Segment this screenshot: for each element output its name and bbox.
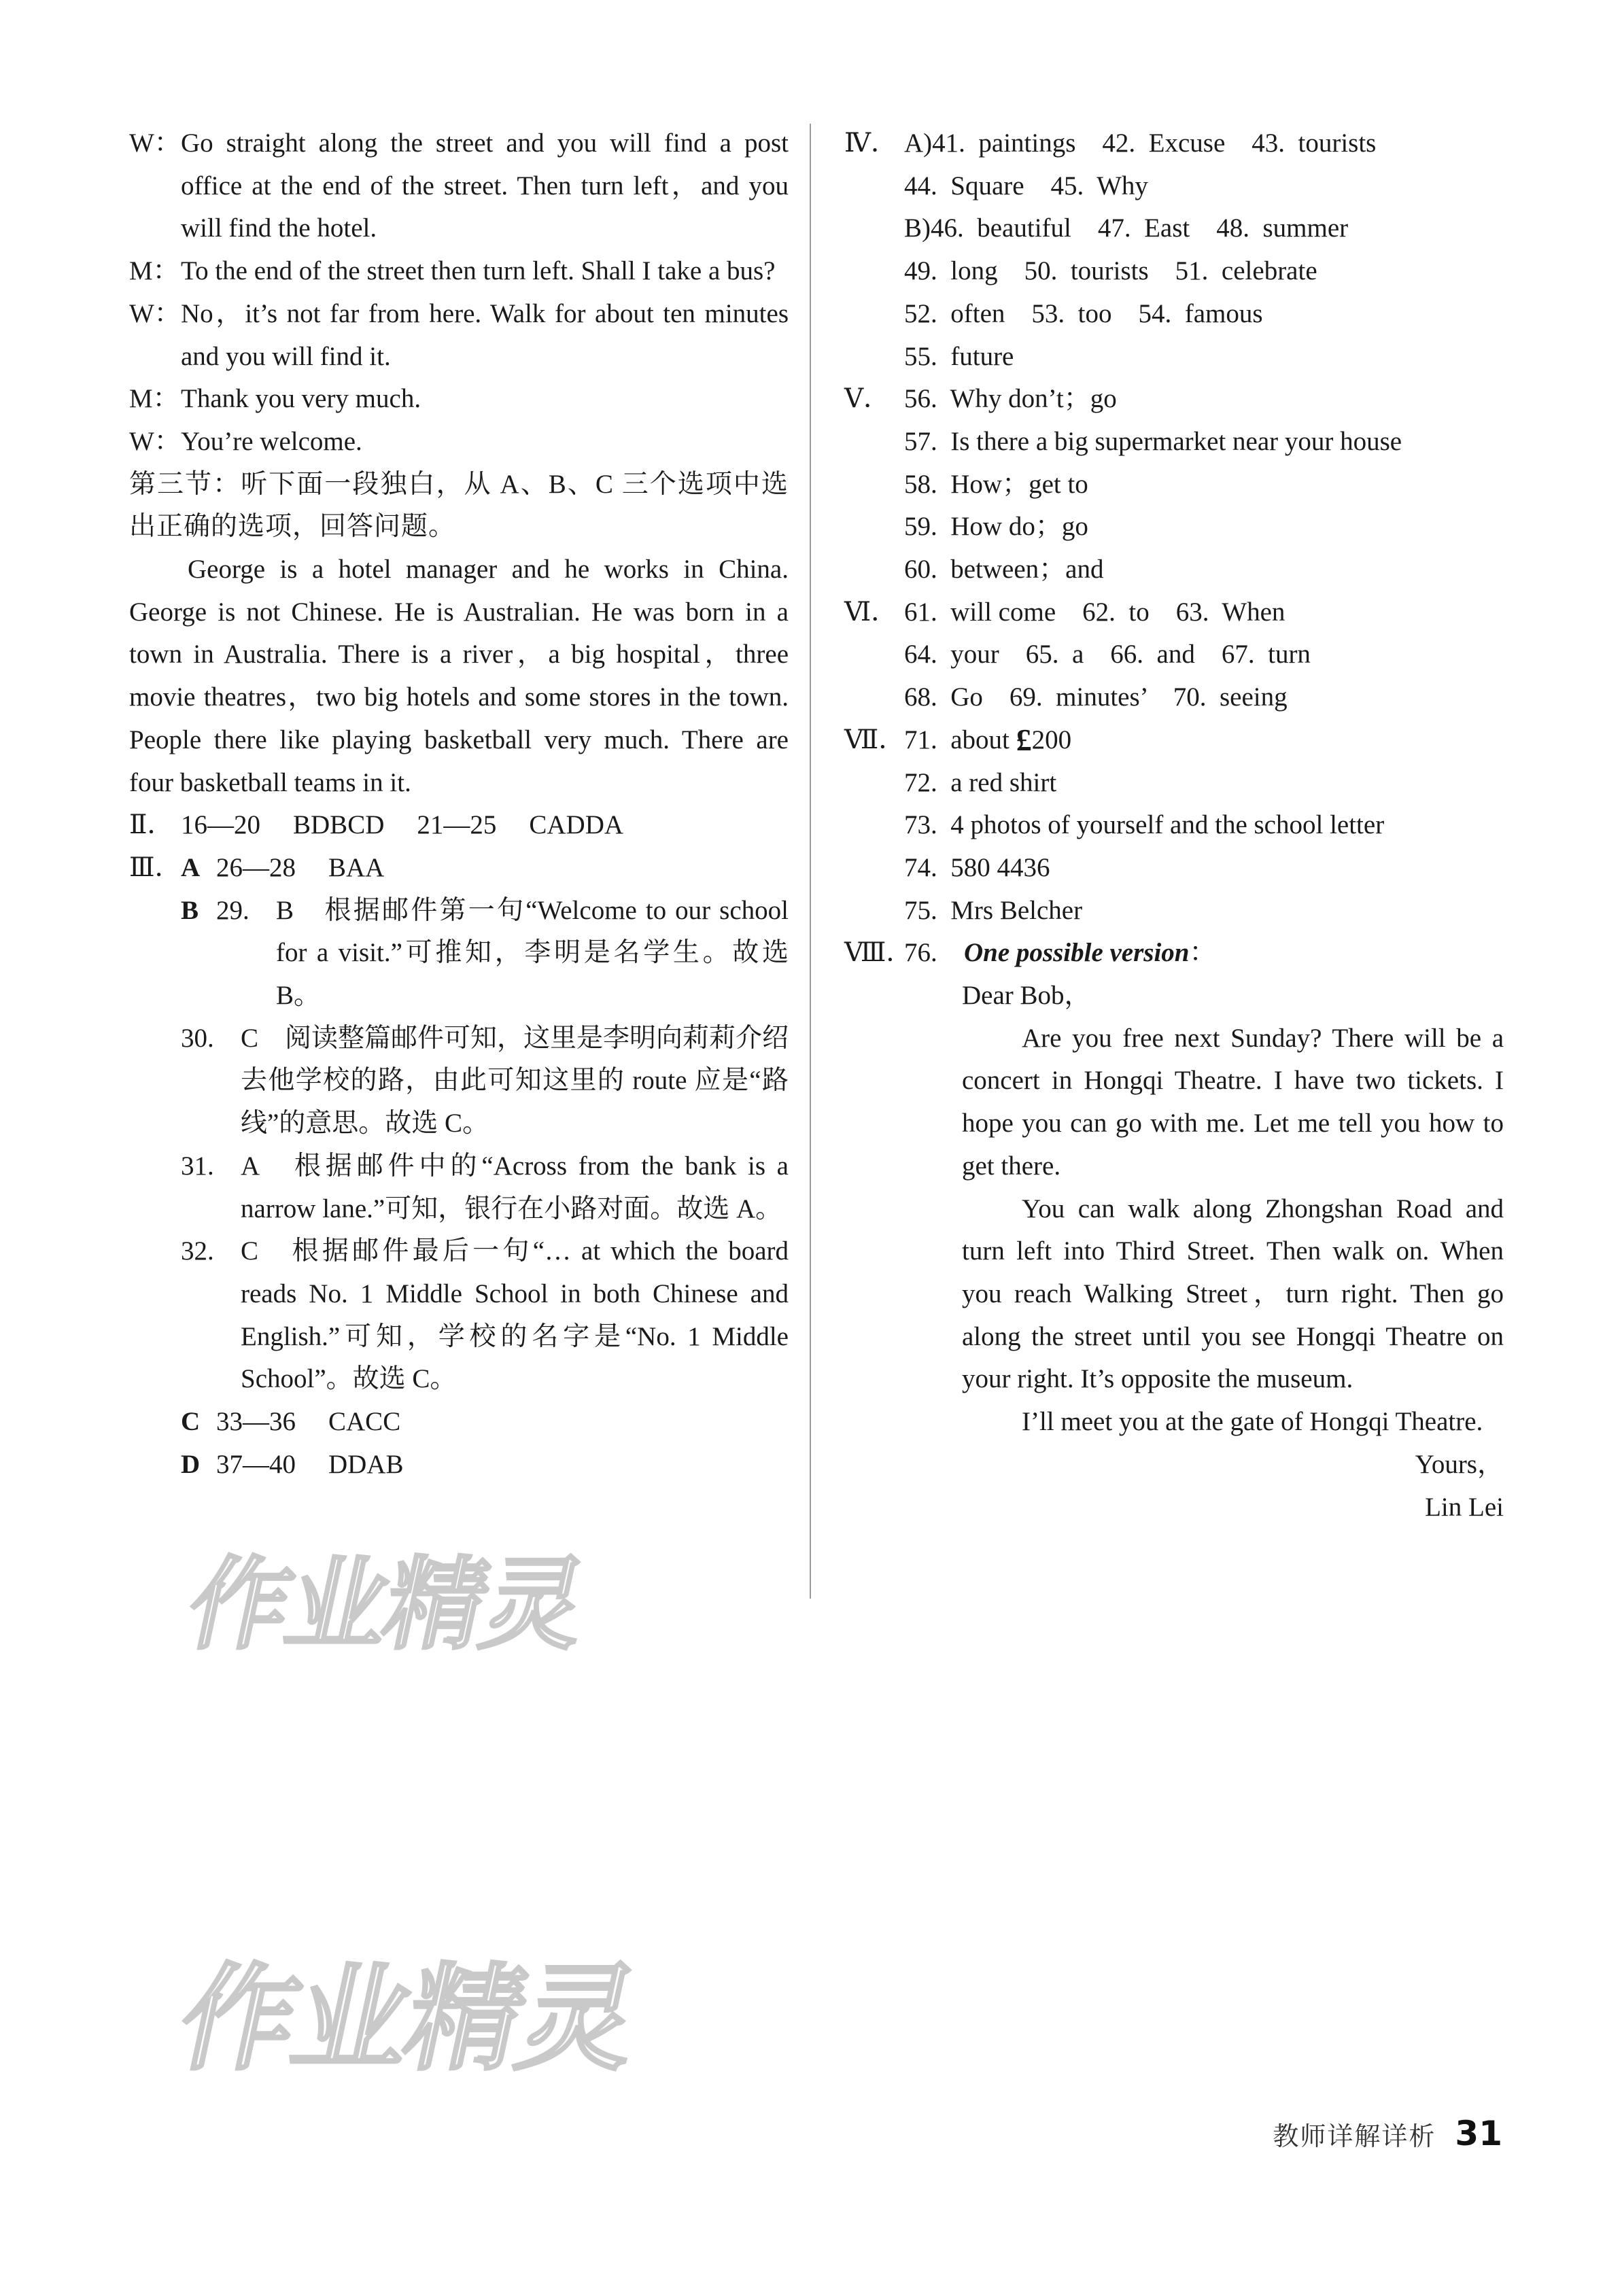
part3-B-item xyxy=(129,1145,789,1230)
answer-range: 21—25 xyxy=(417,810,497,840)
speaker: W： xyxy=(129,426,181,456)
answer-line: 75. Mrs Belcher xyxy=(904,895,1083,925)
answer-line: 68. Go 69. minutes’ 70. seeing xyxy=(904,682,1288,712)
subsection-label: C xyxy=(181,1407,201,1437)
part3-A xyxy=(129,847,789,890)
page-number: 31 xyxy=(1455,2114,1502,2153)
answer-range: 16—20 xyxy=(181,810,260,840)
answer-line: 56. Why don’t；go xyxy=(904,384,1117,414)
dialogue-line xyxy=(129,122,789,250)
dialogue-line xyxy=(129,250,789,293)
question-number: 31. xyxy=(181,1151,214,1181)
speaker: M： xyxy=(129,384,179,414)
right-column xyxy=(844,122,1504,1529)
answer-line: 72. a red shirt xyxy=(904,767,1057,797)
answer-prefix: 71. about xyxy=(904,725,1016,754)
part-number: Ⅴ． xyxy=(844,383,891,415)
part3-B-item xyxy=(129,1017,789,1145)
part8-header xyxy=(844,932,1504,975)
part6-line xyxy=(844,591,1504,634)
dialogue-text: Thank you very much. xyxy=(181,384,421,414)
part3-D xyxy=(129,1444,789,1486)
part5-line xyxy=(844,378,1504,421)
answer-range: 33—36 xyxy=(216,1407,296,1437)
answer-line: 73. 4 photos of yourself and the school letter xyxy=(904,810,1385,840)
watermark-logo: 作业精灵 xyxy=(177,1546,595,1663)
dialogue-line xyxy=(129,378,789,421)
sample-letter xyxy=(844,975,1504,1529)
part-number: Ⅶ． xyxy=(844,724,905,755)
question-number: 32. xyxy=(181,1236,214,1266)
dialogue-text: To the end of the street then turn left. Shall I take a bus? xyxy=(181,256,776,286)
answer-line: 44. Square 45. Why xyxy=(904,171,1148,201)
answer-amount: 200 xyxy=(1031,725,1072,754)
answer-line: 59. How do；go xyxy=(904,512,1088,542)
answer-line: 64. your 65. a 66. and 67. turn xyxy=(904,640,1311,669)
part-number: Ⅱ． xyxy=(129,810,174,841)
part-number: Ⅵ． xyxy=(844,596,898,627)
explanation-text: B 根据邮件第一句“Welcome to our school for a visit.”可推知，李明是名学生。故选 B。 xyxy=(276,895,789,1011)
speaker: W： xyxy=(129,128,181,158)
dialogue-line xyxy=(129,421,789,464)
answer-line: 55. future xyxy=(904,341,1014,371)
letter-greeting: Dear Bob， xyxy=(962,981,1091,1011)
explanation-text: A 根据邮件中的“Across from the bank is a narrow lane.”可知，银行在小路对面。故选 A。 xyxy=(241,1151,789,1223)
part4-line xyxy=(844,122,1504,165)
watermark-logo: 作业精灵 xyxy=(168,1952,649,2087)
page-footer xyxy=(1273,2112,1502,2158)
column-divider xyxy=(810,124,811,1599)
letter-paragraph: You can walk along Zhongshan Road and turn left into Third Street. Then walk on. When you reach Walking Street，turn right. Then go along the street until you see Hongqi Theatre on your right. It’s opposite the museum. xyxy=(962,1194,1504,1394)
dialogue-text: No，it’s not far from here. Walk for about ten minutes and you will find it. xyxy=(181,298,789,371)
speaker: W： xyxy=(129,298,181,328)
subsection-label: D xyxy=(181,1449,201,1479)
answer-line: 61. will come 62. to 63. When xyxy=(904,597,1285,627)
letter-paragraph: Are you free next Sunday? There will be a concert in Hongqi Theatre. I have two tickets. I hope you can go with me. Let me tell you how to get there. xyxy=(962,1023,1504,1181)
answer-line: 60. between；and xyxy=(904,555,1104,585)
answer-key: DDAB xyxy=(328,1449,404,1479)
monologue-text: George is a hotel manager and he works in China. George is not Chinese. He is Australian. He was born in a town in Australia. There is a river，a big hospital，three movie theatres，two big hotels and some stores in the town. People there like playing basketball very much. There are four basketball teams in it. xyxy=(129,555,789,797)
answer-key: BDBCD xyxy=(293,810,385,840)
answer-line: 74. 580 4436 xyxy=(904,852,1050,882)
left-column xyxy=(129,122,789,1486)
answer-line: 52. often 53. too 54. famous xyxy=(904,298,1263,328)
footer-label: 教师详解详析 xyxy=(1273,2121,1436,2151)
version-label: One possible version xyxy=(964,938,1190,968)
part3-B-item xyxy=(129,1230,789,1401)
answer-range: 26—28 xyxy=(216,852,296,882)
letter-signature: Lin Lei xyxy=(1425,1492,1504,1522)
question-number: 29. xyxy=(216,895,249,925)
dialogue-text: You’re welcome. xyxy=(181,426,362,456)
question-number: 30. xyxy=(181,1023,214,1053)
answer-key: BAA xyxy=(328,852,385,882)
answer-key: CADDA xyxy=(529,810,624,840)
subsection-label: A xyxy=(181,852,201,882)
part7-line xyxy=(844,719,1504,762)
part3-B-item xyxy=(129,890,789,1017)
answer-line: 57. Is there a big supermarket near your house xyxy=(904,426,1402,456)
answer-range: 37—40 xyxy=(216,1449,296,1479)
answer-line: 58. How；get to xyxy=(904,469,1088,499)
question-number: 76. xyxy=(904,938,937,968)
part3-C xyxy=(129,1401,789,1444)
part-number: Ⅲ． xyxy=(129,852,182,883)
letter-paragraph: I’ll meet you at the gate of Hongqi Theatre. xyxy=(1022,1407,1483,1437)
part2-answers xyxy=(129,804,789,847)
explanation-text: C 根据邮件最后一句“… at which the board reads No. 1 Middle School in both Chinese and English.”可知，学校的名字是“No. 1 Middle School”。故选 C。 xyxy=(241,1236,789,1394)
explanation-text: C 阅读整篇邮件可知，这里是李明向莉莉介绍去他学校的路，由此可知这里的 route 应是“路线”的意思。故选 C。 xyxy=(241,1023,789,1138)
part-number: Ⅷ． xyxy=(844,937,913,969)
part-number: Ⅳ． xyxy=(844,128,897,158)
version-colon: ： xyxy=(1189,938,1216,968)
section3-heading: 第三节：听下面一段独白，从 A、B、C 三个选项中选出正确的选项，回答问题。 xyxy=(129,469,789,542)
letter-closing: Yours， xyxy=(1415,1449,1504,1479)
dialogue-line xyxy=(129,293,789,378)
dialogue-text: Go straight along the street and you will find a post office at the end of the street. Then turn left，and you will find the hotel. xyxy=(181,128,789,243)
pound-sign: £ xyxy=(1016,722,1032,757)
speaker: M： xyxy=(129,256,179,286)
answer-line: 49. long 50. tourists 51. celebrate xyxy=(904,256,1317,286)
answer-line: A)41. paintings 42. Excuse 43. tourists xyxy=(904,128,1377,158)
subsection-label: B xyxy=(181,895,199,925)
answer-key: CACC xyxy=(328,1407,401,1437)
answer-line: B)46. beautiful 47. East 48. summer xyxy=(904,213,1349,243)
